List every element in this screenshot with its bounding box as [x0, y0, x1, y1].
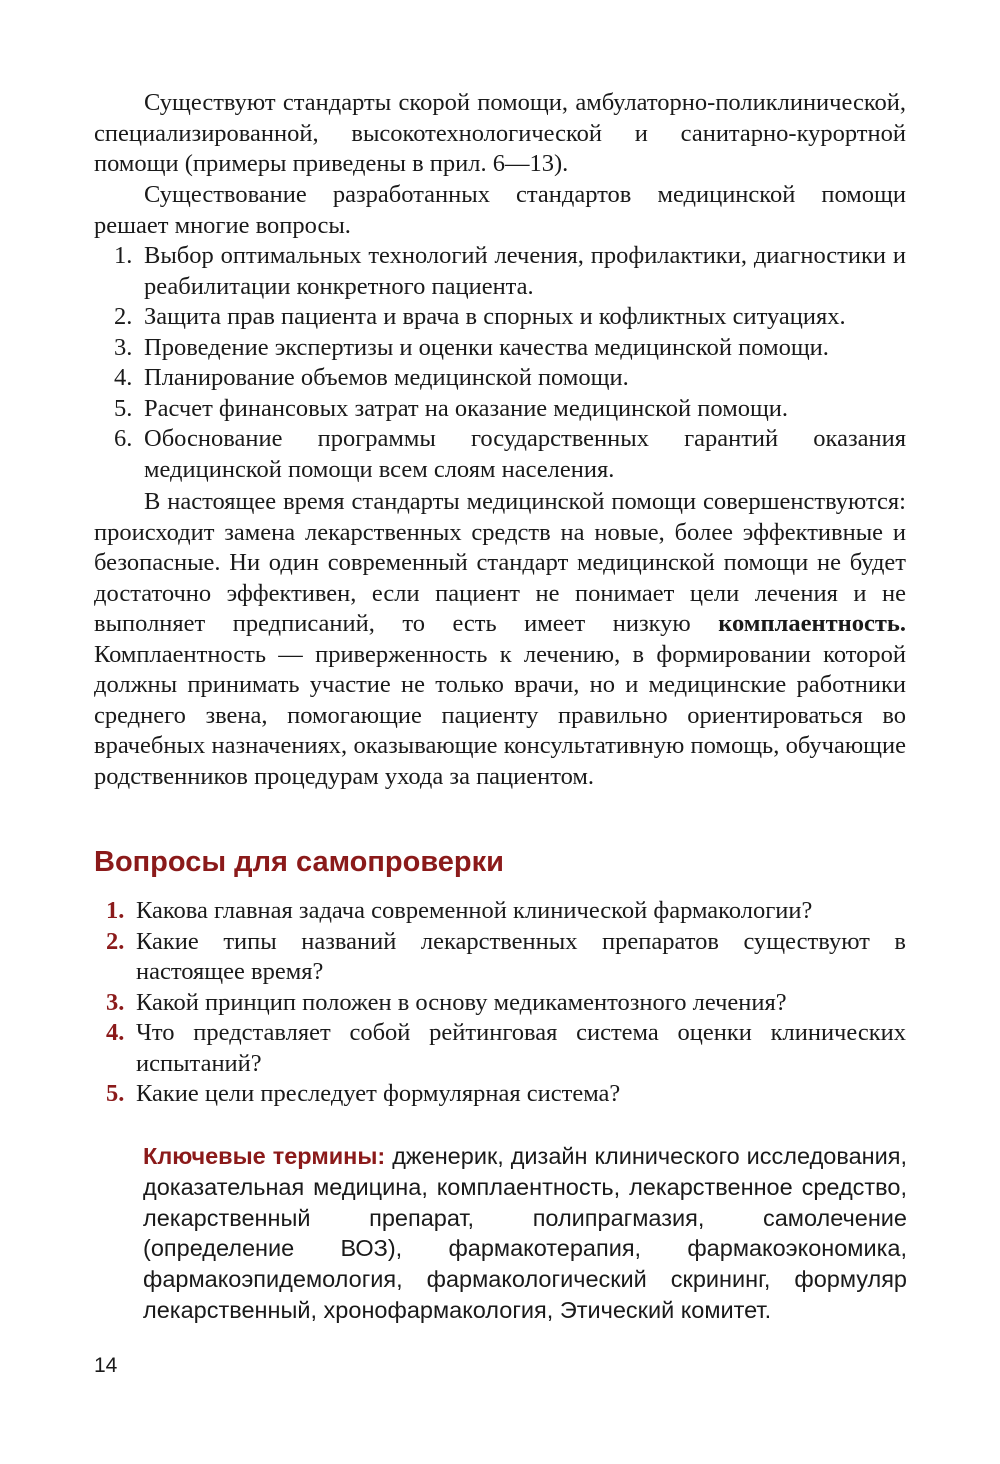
question-item: [94, 927, 906, 988]
list-item: [94, 333, 906, 364]
question-number: 5.: [106, 1080, 125, 1107]
key-terms-text: дженерик, дизайн клинического исследования, доказательная медицина, комплаентность, лекарственное средство, лекарственный препарат, полипрагмазия, самолечение (определение ВОЗ), фармакотерапия, фармакоэкономика, фармакоэпидемология, фармакологический скрининг, формуляр лекарственный, хронофармакология, Этический комитет.: [143, 1143, 908, 1323]
paragraph-compliance: [94, 487, 906, 792]
question-text: Что представляет собой рейтинговая система оценки клинических испытаний?: [136, 1019, 906, 1077]
list-item-number: 5.: [114, 394, 133, 422]
list-item-number: 4.: [114, 364, 133, 391]
paragraph-standards-purpose: Существование разработанных стандартов медицинской помощи решает многие вопросы.: [94, 181, 906, 239]
list-item: [94, 424, 906, 485]
compliance-term: комплаентность.: [718, 610, 906, 637]
paragraph-standards-types: Существуют стандарты скорой помощи, амбулаторно-поликлинической, специализированной, высокотехнологической и санитарно-курортной помощи (примеры приведены в прил. 6—13).: [94, 89, 906, 177]
question-number: 4.: [106, 1019, 125, 1046]
question-item: [94, 1018, 906, 1079]
questions-list: [94, 896, 906, 1110]
list-item-number: 2.: [114, 303, 133, 330]
compliance-text-after: Комплаентность — приверженность к лечению, в формировании которой должны принимать участие не только врачи, но и медицинские работники среднего звена, помогающие пациенту правильно ориентироваться во врачебных назначениях, оказывающие консультативную помощь, обучающие родственников процедурам ухода за пациентом.: [94, 640, 906, 790]
question-text: Какова главная задача современной клинической фармакологии?: [136, 897, 813, 924]
question-number: 1.: [106, 897, 125, 924]
page-number: 14: [94, 1354, 118, 1377]
list-item: [94, 241, 906, 302]
question-text: Какие цели преследует формулярная система?: [136, 1080, 621, 1107]
list-item: [94, 394, 906, 425]
list-item-number: 3.: [114, 333, 133, 361]
list-item-number: 6.: [114, 425, 133, 452]
benefits-list: [94, 241, 906, 485]
section-heading: Вопросы для самопроверки: [94, 846, 504, 878]
list-item: [94, 302, 906, 333]
question-text: Какой принцип положен в основу медикаментозного лечения?: [136, 988, 787, 1016]
key-terms-label: Ключевые термины:: [143, 1143, 386, 1169]
key-terms: [143, 1141, 907, 1326]
question-item: [94, 896, 906, 927]
list-item-number: 1.: [114, 242, 133, 269]
list-item-text: Планирование объемов медицинской помощи.: [144, 364, 629, 391]
list-item-text: Выбор оптимальных технологий лечения, профилактики, диагностики и реабилитации конкретного пациента.: [144, 242, 906, 300]
question-number: 3.: [106, 988, 125, 1016]
question-item: [94, 1079, 906, 1110]
list-item-text: Обоснование программы государственных гарантий оказания медицинской помощи всем слоям населения.: [144, 425, 906, 483]
question-number: 2.: [106, 927, 125, 955]
list-item-text: Расчет финансовых затрат на оказание медицинской помощи.: [144, 394, 789, 422]
list-item-text: Проведение экспертизы и оценки качества медицинской помощи.: [144, 333, 829, 361]
question-text: Какие типы названий лекарственных препаратов существуют в настоящее время?: [136, 927, 906, 985]
list-item-text: Защита прав пациента и врача в спорных и кофликтных ситуациях.: [144, 303, 846, 330]
compliance-text-before: В настоящее время стандарты медицинской помощи совершенствуются: происходит замена лекарственных средств на новые, более эффективные и безопасные. Ни один современный стандарт медицинской помощи не будет достаточно эффективен, если пациент не понимает цели лечения и не выполняет предписаний, то есть имеет низкую: [94, 488, 906, 637]
question-item: [94, 988, 906, 1019]
list-item: [94, 363, 906, 394]
